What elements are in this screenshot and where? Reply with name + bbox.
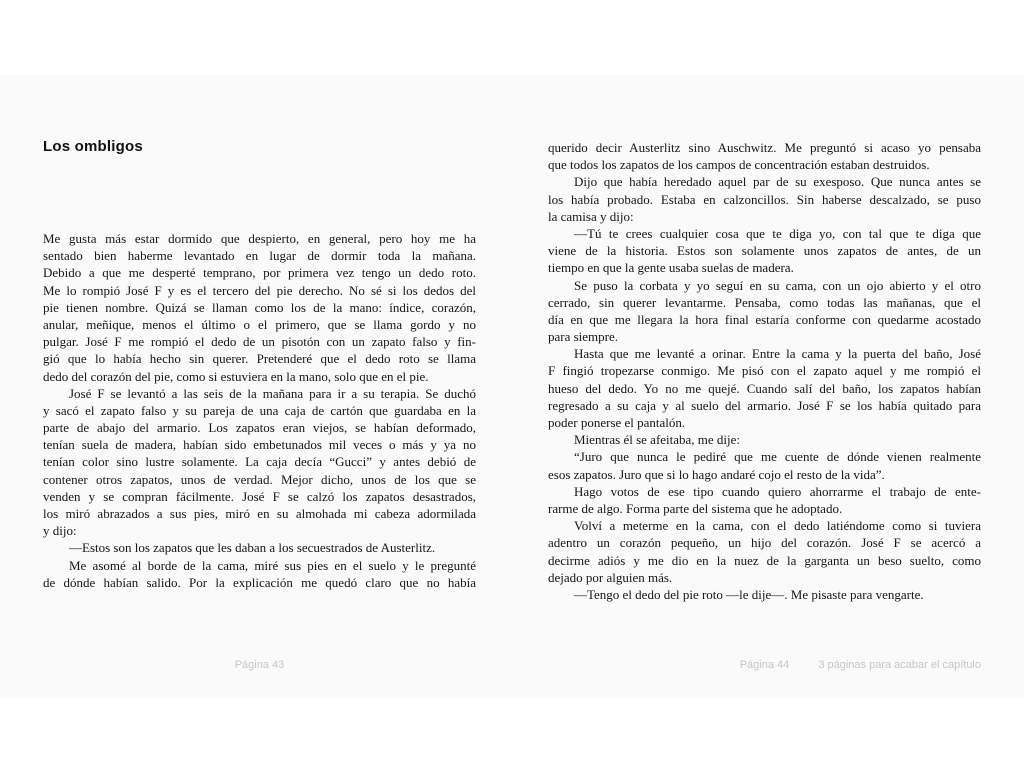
paragraph	[548, 277, 981, 346]
chapter-progress-label[interactable]: 3 páginas para acabar el capítulo	[818, 659, 981, 671]
text-line: Debido a que me desperté temprano, por primera vez tengo un dedo roto.	[43, 265, 476, 281]
paragraph	[548, 448, 981, 482]
text-line: —Tengo el dedo del pie roto —le dije—. Me pisaste para vengarte.	[574, 586, 924, 602]
text-line: sentado bien haberme levantado en lugar de dormir toda la mañana.	[43, 248, 476, 264]
text-line: contener otros zapatos, unos de verdad. Mejor dicho, unos de los que se	[43, 471, 476, 487]
paragraph	[43, 557, 476, 591]
page-number-left: Página 43	[234, 659, 285, 671]
text-line: Hasta que me levanté a orinar. Entre la cama y la puerta del baño, José	[574, 346, 981, 362]
text-line: pulgar. José F me rompió el dedo de un pisotón con un zapato falso y fin-	[43, 334, 476, 350]
text-line: hueso del dedo. Yo no me quejé. Cuando salí del baño, los zapatos habían	[548, 380, 981, 396]
text-line: José F se levantó a las seis de la mañana para ir a su terapia. Se duchó	[69, 385, 476, 401]
text-line: gió que lo había hecho sin querer. Pretenderé que el dedo roto se llama	[43, 351, 476, 367]
text-line: tenían color sino lustre solamente. La caja decía “Gucci” y antes debió de	[43, 454, 476, 470]
text-line: cerrado, sin querer levantarme. Pensaba, como todas las mañanas, que el	[548, 294, 981, 310]
paragraph	[43, 539, 476, 556]
page-number-right: Página 44	[739, 659, 790, 671]
text-line: poder ponerse el pantalón.	[548, 415, 686, 430]
text-line: la camisa y dijo:	[548, 208, 634, 224]
text-line: parte de abajo del armario. Los zapatos eran viejos, se habían deformado,	[43, 420, 476, 436]
text-line: Dijo que había heredado aquel par de su exesposo. Que nunca antes se	[574, 174, 981, 190]
text-line: esos zapatos. Juro que si lo hago andaré cojo el resto de la vida”.	[548, 466, 885, 482]
text-line: Se puso la corbata y yo seguí en su cama, con un ojo abierto y el otro	[574, 277, 981, 293]
text-line: Me gusta más estar dormido que despierto, en general, pero hoy me ha	[43, 231, 476, 246]
paragraph	[43, 385, 476, 540]
paragraph	[548, 517, 981, 586]
text-line: y dijo:	[43, 523, 77, 539]
text-line: pie tienen nombre. Quizá se llaman como los de la mano: índice, corazón,	[43, 299, 476, 315]
paragraph	[548, 483, 981, 517]
paragraph	[43, 230, 476, 385]
text-line: querido decir Austerlitz sino Auschwitz. Me preguntó si acaso yo pensaba	[548, 140, 981, 155]
text-line: día en que me llegara la hora final estaría conforme con quedarme acostado	[548, 311, 981, 327]
text-line: Me asomé al borde de la cama, miré sus pies en el suelo y le pregunté	[69, 557, 476, 573]
text-line: —Estos son los zapatos que les daban a los secuestrados de Austerlitz.	[69, 540, 436, 556]
text-line: F fingió tropezarse conmigo. Me pisó con el zapato aquel y me rompió el	[548, 363, 981, 379]
paragraph	[548, 586, 981, 603]
text-line: viene de la historia. Estos son solamente unos zapatos de antes, de un	[548, 243, 981, 259]
page-right[interactable]	[548, 139, 981, 603]
text-line: venden y se compran fácilmente. José F se calzó los zapatos desastrados,	[43, 488, 476, 504]
text-line: Hago votos de ese tipo cuando quiero ahorrarme el trabajo de ente-	[574, 483, 981, 499]
text-line: tenían suela de madera, habían sido embetunados mil veces o más y ya no	[43, 437, 476, 453]
text-line: y sacó el zapato falso y su pareja de una caja de cartón que guardaba en la	[43, 402, 476, 418]
paragraph	[548, 173, 981, 225]
text-line: Me lo rompió José F y es el tercero del pie derecho. No sé si los dedos del	[43, 282, 476, 298]
text-line: para siempre.	[548, 329, 619, 345]
text-line: los miró abrazados a sus pies, miró en su almohada mi cabeza adormilada	[43, 506, 476, 521]
text-line: de dónde habían salido. Por la explicación me quedó claro que no había	[43, 574, 476, 590]
text-line: dedo del corazón del pie, como si estuviera en la mano, solo que en el pie.	[43, 368, 429, 384]
paragraph	[548, 431, 981, 448]
text-line: regresado a su caja y al suelo del armario. José F se los había quitado para	[548, 397, 981, 413]
paragraph	[548, 139, 981, 173]
text-line: dejado por alguien más.	[548, 569, 673, 585]
text-line: los había probado. Estaba en calzoncillos. Sin haberse descalzado, se puso	[548, 191, 981, 207]
text-line: anular, meñique, menos el último o el primero, que se llama gordo y no	[43, 316, 476, 332]
paragraph	[548, 345, 981, 431]
text-line: rarme de algo. Forma parte del sistema que he adoptado.	[548, 500, 843, 516]
text-line: tiempo en que la gente usaba suelas de madera.	[548, 260, 794, 276]
text-line: decirme adiós y me dio en la nuez de la garganta un beso suelto, como	[548, 552, 981, 568]
text-line: Mientras él se afeitaba, me dije:	[574, 432, 741, 448]
page-left[interactable]	[43, 230, 476, 591]
paragraph	[548, 225, 981, 277]
text-line: —Tú te crees cualquier cosa que te diga yo, con tal que te diga que	[574, 225, 981, 241]
text-line: “Juro que nunca le pediré que me cuente de dónde vienen realmente	[574, 449, 981, 465]
text-line: que todos los zapatos de los campos de concentración estaban destruidos.	[548, 157, 930, 173]
chapter-title: Los ombligos	[43, 138, 143, 155]
text-line: Volví a meterme en la cama, con el dedo latiéndome como si tuviera	[574, 518, 981, 534]
text-line: adentro un corazón pequeño, un hijo del corazón. José F se acercó a	[548, 535, 981, 551]
